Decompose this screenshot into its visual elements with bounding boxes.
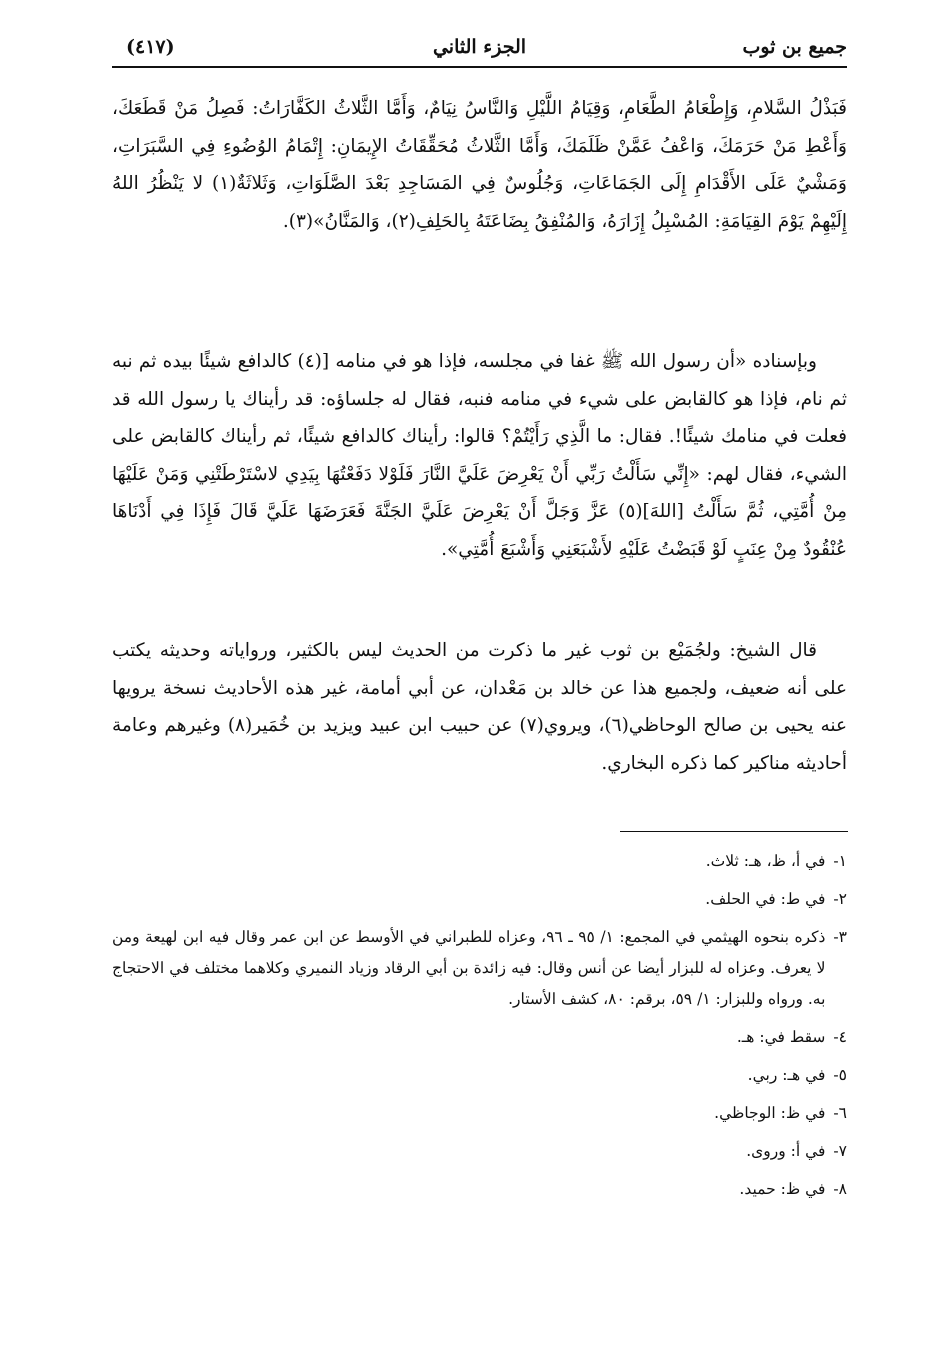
footnote-3 [112, 922, 847, 1015]
footnotes-section [112, 846, 847, 1212]
body-paragraph-2 [112, 343, 847, 568]
footnote-text: سقط في: هـ. [736, 1028, 826, 1046]
page-header [112, 28, 847, 68]
footnote-text: ذكره بنحوه الهيثمي في المجمع: ١/ ٩٥ ـ ٩٦، وعزاه للطبراني في الأوسط عن ابن عمر وقال فيه ابن لهيعة ومن لا يعرف. وعزاه له للبزار أيضا عن أنس وقال: فيه زائدة بن أبي الرقاد وزياد النميري وكلاهما مختلف في الاحتجاج به. ورواه وللبزار: ١/ ٥٩، برقم: ٨٠، كشف الأستار. [112, 928, 826, 1008]
footnote-text: في أ، ظ، هـ: ثلاث. [705, 852, 826, 870]
header-rule [112, 66, 847, 68]
footnote-number: ٥- [833, 1066, 847, 1084]
body-paragraph-1 [112, 90, 847, 240]
footnote-number: ٣- [833, 928, 847, 946]
footnote-text: في ظ: حميد. [739, 1180, 826, 1198]
running-title: جميع بن ثوب [742, 36, 847, 58]
footnote-separator [620, 831, 848, 832]
footnote-text: في هـ: ربي. [747, 1066, 826, 1084]
footnote-number: ٨- [833, 1180, 847, 1198]
footnote-number: ٦- [833, 1104, 847, 1122]
footnote-text: في أ: وروى. [746, 1142, 826, 1160]
footnote-1 [112, 846, 847, 877]
footnote-7 [112, 1136, 847, 1167]
footnote-text: في ط: في الحلف. [705, 890, 826, 908]
footnote-number: ٢- [833, 890, 847, 908]
page-number: (٤١٧) [126, 36, 175, 58]
footnote-number: ٤- [833, 1028, 847, 1046]
footnote-5 [112, 1060, 847, 1091]
paragraph-text: قال الشيخ: ولجُمَيْع بن ثوب غير ما ذكرت من الحديث ليس بالكثير، ورواياته وحديثه يكتب على أنه ضعيف، ولجميع هذا عن خالد بن مَعْدان، عن أبي أمامة، غير هذه الأحاديث نسخة يرويها عنه يحيى بن صالح الوحاظي(٦)، ويروي(٧) عن حبيب ابن عبيد ويزيد بن خُمَير(٨) وغيرهم وعامة أحاديثه مناكير كما ذكره البخاري. [112, 640, 847, 774]
body-paragraph-3 [112, 632, 847, 782]
footnote-text: في ظ: الوجاظي. [714, 1104, 826, 1122]
paragraph-text: وبإسناده «أن رسول الله ﷺ غفا في مجلسه، فإذا هو في منامه [(٤) كالدافع شيئًا بيده ثم نبه ثم نام، فإذا هو كالقابض على شيء في منامه فنبه، فقال له جلساؤه: قد رأيناك يا رسول الله قد فعلت في منامك شيئًا!. فقال: ما الَّذِي رَأَيْتُمْ؟ قالوا: رأيناك كالدافع شيئًا، ثم رأيناك كالقابض على الشيء، فقال لهم: «إِنِّي سَأَلْتُ رَبِّي أَنْ يَعْرِضَ عَلَيَّ النَّارَ فَلَوْلا دَفَعْتُهَا بِيَدِي لاسْتَرْطَتْنِي وَمَنْ عَلَيْهَا مِنْ أُمَّتِي، ثُمَّ سَأَلْتُ [اللهَ](٥) عَزَّ وَجَلَّ أَنْ يَعْرِضَ عَلَيَّ الجَنَّةَ فَعَرَضَهَا عَلَيَّ قَالَ فَإِذَا فِي أَدْنَاهَا عُنْقُودٌ مِنْ عِنَبٍ لَوْ قَبَضْتُ عَلَيْهِ لأَشْبَعَنِي وَأَشْبَعَ أُمَّتِي». [112, 351, 847, 560]
footnote-number: ١- [833, 852, 847, 870]
footnote-8 [112, 1174, 847, 1205]
part-title: الجزء الثاني [432, 36, 527, 58]
paragraph-text: فَبَذْلُ السَّلامِ، وَإِطْعَامُ الطَّعَامِ، وَقِيَامُ اللَّيْلِ وَالنَّاسُ نِيَامٌ، وَأَمَّا الثَّلاثُ الكَفَّارَاتُ: فَصِلُ مَنْ قَطَعَكَ، وَأَعْطِ مَنْ حَرَمَكَ، وَاعْفُ عَمَّنْ ظَلَمَكَ، وَأَمَّا الثَّلاثُ مُحَقِّقَاتُ الإِيمَانِ: إِتْمَامُ الوُضُوءِ فِي السَّبَرَاتِ، وَمَشْيٌ عَلَى الأَقْدَامِ إِلَى الجَمَاعَاتِ، وَجُلُوسٌ فِي المَسَاجِدِ بَعْدَ الصَّلَوَاتِ، وَثَلاثَةٌ(١) لا يَنْظُرُ اللهُ إِلَيْهِمْ يَوْمَ القِيَامَةِ: المُسْبِلُ إِزَارَهُ، وَالمُنْفِقُ بِضَاعَتَهُ بِالحَلِفِ(٢)، وَالمَنَّانُ»(٣). [112, 98, 847, 232]
footnote-2 [112, 884, 847, 915]
footnote-number: ٧- [833, 1142, 847, 1160]
footnote-6 [112, 1098, 847, 1129]
footnote-4 [112, 1022, 847, 1053]
